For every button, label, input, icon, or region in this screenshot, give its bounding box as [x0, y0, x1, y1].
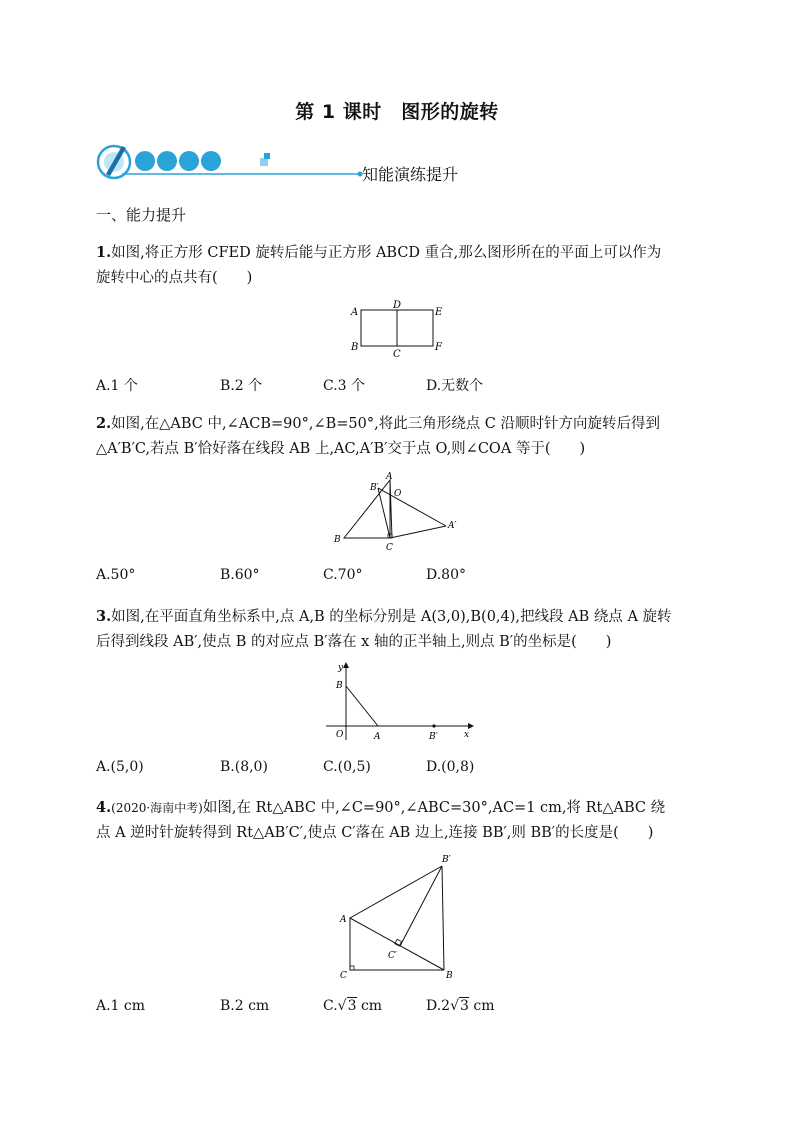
label-C-prime: C′	[388, 951, 397, 961]
label-A-prime: A′	[448, 521, 457, 531]
label-O: O	[394, 489, 402, 499]
sqrt-radicand: 3	[347, 998, 357, 1014]
question-text-line1: 如图,将正方形 CFED 旋转后能与正方形 ABCD 重合,那么图形所在的平面上可以作为	[111, 245, 662, 261]
figure-q3-coordinate	[322, 658, 482, 748]
question-text-line2: 旋转中心的点共有( )	[96, 270, 253, 286]
label-O: O	[336, 730, 344, 740]
option-c[interactable]: C.70°	[323, 567, 363, 583]
question-source: (2020·海南中考)	[111, 801, 203, 815]
question-3	[96, 604, 706, 655]
label-B: B	[336, 681, 343, 691]
question-2	[96, 411, 706, 462]
label-A: A	[351, 307, 359, 318]
label-F: F	[435, 342, 442, 353]
unit: cm	[356, 998, 383, 1014]
option-d-prefix: D.2	[426, 998, 451, 1014]
figure-q1-squares	[345, 298, 455, 364]
figure-q2-triangles	[330, 468, 470, 556]
label-B: B	[334, 535, 341, 545]
label-E: E	[435, 307, 443, 318]
question-text-line1: 如图,在 Rt△ABC 中,∠C=90°,∠ABC=30°,AC=1 cm,将 Rt△ABC 绕	[202, 800, 666, 816]
label-B-prime: B′	[370, 483, 379, 493]
option-d[interactable]: D.(0,8)	[426, 759, 475, 775]
option-c[interactable]: C.√3 cm	[323, 998, 383, 1014]
label-A: A	[374, 732, 381, 742]
options-q3	[96, 759, 716, 781]
question-4	[96, 795, 706, 846]
unit: cm	[468, 998, 495, 1014]
option-d[interactable]: D.80°	[426, 567, 466, 583]
label-B: B	[446, 971, 453, 981]
option-b[interactable]: B.60°	[220, 567, 260, 583]
question-text-line2: 点 A 逆时针旋转得到 Rt△AB′C′,使点 C′落在 AB 边上,连接 BB′,则 BB′的长度是( )	[96, 825, 654, 841]
option-c-prefix: C.	[323, 998, 338, 1014]
option-b[interactable]: B.(8,0)	[220, 759, 268, 775]
label-x: x	[464, 730, 470, 740]
option-a[interactable]: A.1 个	[96, 378, 138, 394]
label-A: A	[340, 915, 347, 925]
question-text-line1: 如图,在△ABC 中,∠ACB=90°,∠B=50°,将此三角形绕点 C 沿顺时针方向旋转后得到	[111, 416, 661, 432]
question-number: 2.	[96, 415, 112, 432]
options-q4	[96, 998, 716, 1020]
option-c[interactable]: C.3 个	[323, 378, 366, 394]
option-a[interactable]: A.50°	[96, 567, 136, 583]
option-a[interactable]: A.(5,0)	[96, 759, 144, 775]
option-d[interactable]: D.无数个	[426, 378, 484, 394]
banner-label: 知能演练提升	[362, 165, 459, 184]
label-B-prime: B′	[429, 732, 438, 742]
question-1	[96, 240, 706, 291]
question-number: 1.	[96, 244, 112, 261]
label-A: A	[386, 472, 393, 482]
label-C: C	[386, 543, 393, 552]
option-a[interactable]: A.1 cm	[96, 998, 146, 1014]
options-q1	[96, 375, 716, 397]
option-d[interactable]: D.2√3 cm	[426, 998, 495, 1014]
question-text-line2: △A′B′C,若点 B′恰好落在线段 AB 上,AC,A′B′交于点 O,则∠COA 等于( )	[96, 441, 586, 457]
question-number: 3.	[96, 608, 112, 625]
label-B-prime: B′	[442, 855, 451, 865]
option-c[interactable]: C.(0,5)	[323, 759, 371, 775]
label-B: B	[351, 342, 359, 353]
figure-q4-triangles	[330, 852, 470, 986]
section-heading: 一、能力提升	[96, 206, 187, 224]
label-C: C	[340, 971, 347, 981]
option-b[interactable]: B.2 个	[220, 378, 263, 394]
question-text-line2: 后得到线段 AB′,使点 B 的对应点 B′落在 x 轴的正半轴上,则点 B′的坐标是( )	[96, 634, 612, 650]
question-text-line1: 如图,在平面直角坐标系中,点 A,B 的坐标分别是 A(3,0),B(0,4),把线段 AB 绕点 A 旋转	[111, 609, 672, 625]
options-q2	[96, 567, 716, 589]
sqrt-radicand: 3	[460, 998, 469, 1014]
option-b[interactable]: B.2 cm	[220, 998, 270, 1014]
label-C: C	[393, 349, 401, 360]
label-y: y	[338, 663, 344, 673]
question-number: 4.	[96, 799, 112, 816]
label-D: D	[393, 300, 402, 311]
page-title: 第 1 课时 图形的旋转	[295, 101, 499, 123]
